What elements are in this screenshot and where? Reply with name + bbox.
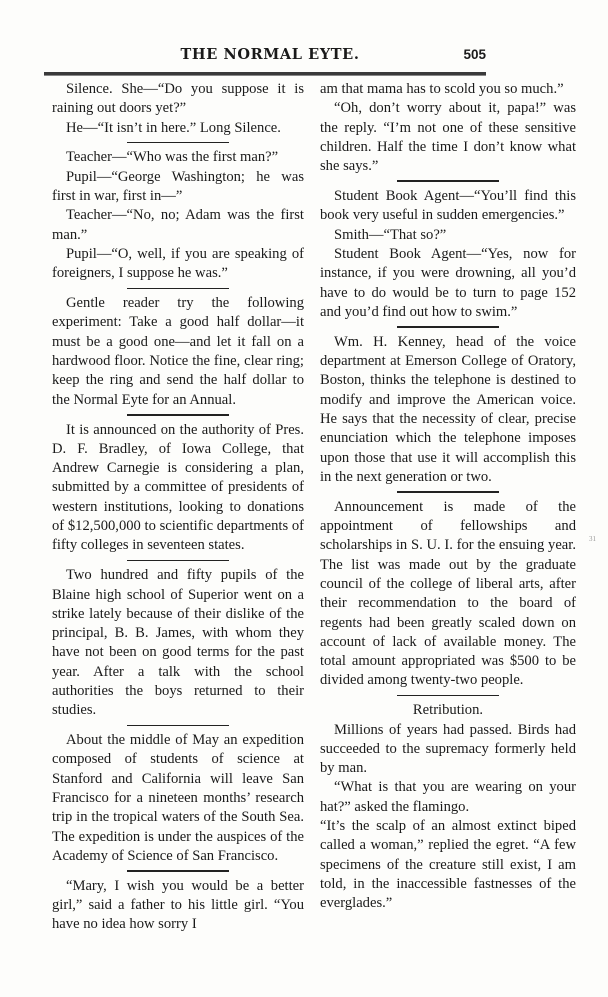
- paragraph: Teacher—“No, no; Adam was the first man.”: [52, 207, 304, 243]
- right-column: [320, 80, 576, 914]
- separator-rule: [127, 288, 229, 290]
- paragraph: Two hundred and fifty pupils of the Blaine high school of Superior went on a strike lately because of their dislike of the principal, B. B. James, with whom they have not been on good terms for the past year. After a talk with the school authorities the boys returned to their studies.: [52, 567, 304, 719]
- paragraph: Student Book Agent—“Yes, now for instance, if you were drowning, all you’d have to do would be to turn to page 152 and you’d find out how to swim.”: [320, 245, 576, 320]
- separator-rule: [397, 180, 499, 182]
- separator-rule: [397, 695, 499, 697]
- separator-rule: [397, 326, 499, 328]
- page-number: 505: [463, 47, 486, 62]
- paragraph: Teacher—“Who was the first man?”: [66, 149, 279, 166]
- separator-rule: [127, 560, 229, 562]
- paragraph: It is announced on the authority of Pres. D. F. Bradley, of Iowa College, that Andrew Carnegie is considering a plan, submitted by a committee of presidents of western institutions, looking to donations of $12,500,000 to scientific departments of fifty colleges in seventeen states.: [52, 421, 304, 554]
- paragraph: About the middle of May an expedition composed of students of science at Stanford and California will leave San Francisco for a nineteen months’ research trip in the tropical waters of the South Sea. The expedition is under the auspices of the Academy of Science of San Francisco.: [52, 732, 304, 864]
- left-column: [52, 80, 304, 935]
- separator-rule: [127, 142, 229, 144]
- paragraph: am that mama has to scold you so much.”: [320, 81, 564, 97]
- paragraph: “What is that you are wearing on your hat?” asked the flamingo.: [320, 779, 576, 815]
- separator-rule: [127, 870, 229, 872]
- paragraph: “It’s the scalp of an almost extinct biped called a woman,” replied the egret. “A few specimens of the creature still exist, I am told, in the inaccessible fastnesses of the everglades.”: [320, 818, 576, 912]
- paragraph: “Oh, don’t worry about it, papa!” was the reply. “I’m not one of these sensitive children. Half the time I don’t know what she says.”: [320, 100, 576, 175]
- paragraph: “Mary, I wish you would be a better girl,” said a father to his little girl. “You have no idea how sorry I: [52, 877, 304, 933]
- paragraph: Announcement is made of the appointment of fellowships and scholarships in S. U. I. for the ensuing year. The list was made out by the graduate council of the college of liberal arts, after their recommendation to the board of regents had been greatly scaled down on account of lack of available money. The total amount appropriated was $500 to be divided among twenty-two people.: [320, 498, 576, 689]
- paragraph: Student Book Agent—“You’ll find this book very useful in sudden emergencies.”: [320, 188, 576, 224]
- paragraph: Pupil—“George Washington; he was first in war, first in—”: [52, 168, 304, 205]
- section-heading: Retribution.: [412, 702, 484, 719]
- paragraph: Pupil—“O, well, if you are speaking of foreigners, I suppose he was.”: [52, 245, 304, 282]
- paragraph: He—“It isn’t in here.” Long Silence.: [66, 119, 281, 136]
- margin-scan-artifact: 31: [589, 535, 596, 543]
- paragraph: Silence. She—“Do you suppose it is raining out doors yet?”: [52, 81, 304, 117]
- separator-rule: [397, 491, 499, 493]
- paragraph: Gentle reader try the following experiment: Take a good half dollar—it must be a good one—and let it fall on a hardwood floor. Notice the fine, clear ring; keep the ring and send the half dollar to the Normal Eyte for an Annual.: [52, 295, 304, 408]
- paragraph: Wm. H. Kenney, head of the voice department at Emerson College of Oratory, Boston, thinks the telephone is destined to modify and improve the American voice. He says that the necessity of clear, precise enunciation which the telephone imposes upon those that use it will accomplish this in the next generation or two.: [320, 333, 576, 485]
- paragraph: Millions of years had passed. Birds had succeeded to the supremacy formerly held by man.: [320, 721, 576, 777]
- page-header: [44, 46, 486, 70]
- separator-rule: [127, 725, 229, 727]
- separator-rule: [127, 414, 229, 416]
- paragraph: Smith—“That so?”: [334, 226, 447, 243]
- running-title: THE NORMAL EYTE.: [180, 46, 360, 63]
- header-rule: [44, 72, 486, 76]
